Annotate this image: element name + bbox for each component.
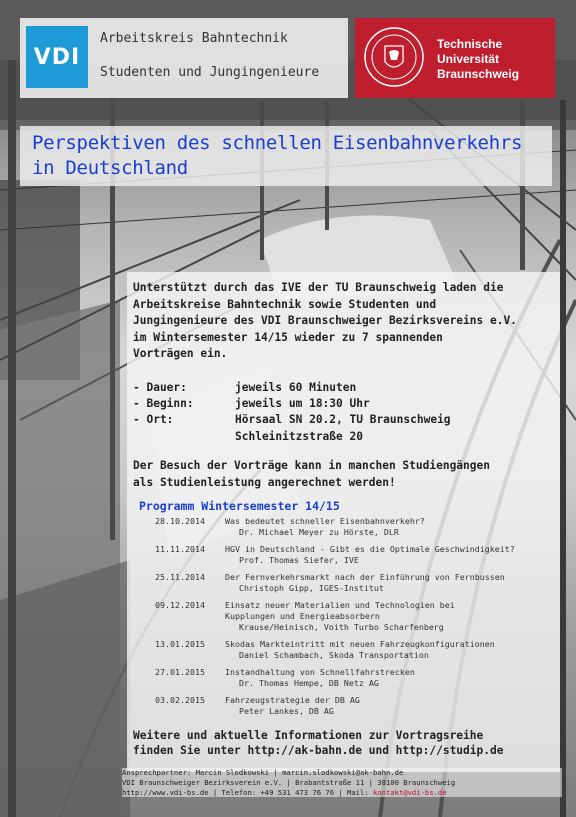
program-date: 11.11.2014 bbox=[155, 544, 205, 554]
detail-value: Hörsaal SN 20.2, TU Braunschweig bbox=[235, 413, 451, 427]
title-line1: Perspektiven des schnellen Eisenbahnverkehrs bbox=[32, 132, 523, 154]
tu-name-line2: Universität bbox=[437, 52, 500, 66]
tu-seal-icon bbox=[363, 26, 425, 88]
contact-person: Ansprechpartner: Marcin Slodkowski | marcin.slodkowski@ak-bahn.de bbox=[122, 768, 404, 777]
program-topic: HGV in Deutschland - Gibt es die Optimale Geschwindigkeit? bbox=[225, 544, 515, 554]
program-date: 28.10.2014 bbox=[155, 516, 205, 526]
page-title bbox=[32, 131, 522, 181]
program-speaker: Peter Lankes, DB AG bbox=[239, 706, 334, 716]
program-topic-continued: Kupplungen und Energieabsorbern bbox=[225, 611, 380, 621]
title-banner bbox=[20, 126, 552, 186]
program-topic: Instandhaltung von Schnellfahrstrecken bbox=[225, 667, 415, 677]
program-topic: Skodas Markteintritt mit neuen Fahrzeugkonfigurationen bbox=[225, 639, 495, 649]
arbeitskreis-name: Arbeitskreis Bahntechnik bbox=[100, 31, 288, 46]
contact-block bbox=[122, 768, 562, 797]
intro-paragraph: Unterstützt durch das IVE der TU Braunschweig laden die Arbeitskreise Bahntechnik sowie Studenten und Jungingenieure des VDI Braunschweiger Bezirksvereins e.V. im Wintersemester 14/15 wieder zu 7 spannenden Vorträgen ein. bbox=[133, 281, 517, 360]
more-info-text: Weitere und aktuelle Informationen zur Vortragsreihe finden Sie unter http://ak-bahn.de und http://studip.de bbox=[133, 729, 504, 757]
detail-value: jeweils um 18:30 Uhr bbox=[235, 397, 370, 411]
detail-value: Schleinitzstraße 20 bbox=[235, 429, 363, 443]
program-topic: Einsatz neuer Materialien und Technologien bei bbox=[225, 600, 455, 610]
credit-notice: Der Besuch der Vorträge kann in manchen Studiengängen als Studienleistung angerechnet werden! bbox=[133, 459, 490, 489]
detail-label: - Beginn: bbox=[133, 397, 194, 411]
program-topic: Der Fernverkehrsmarkt nach der Einführung von Fernbussen bbox=[225, 572, 505, 582]
detail-value: jeweils 60 Minuten bbox=[235, 381, 357, 394]
program-speaker: Prof. Thomas Siefer, IVE bbox=[239, 555, 359, 565]
program-date: 09.12.2014 bbox=[155, 600, 205, 610]
vdi-header-block bbox=[20, 18, 348, 98]
title-line2: in Deutschland bbox=[32, 157, 188, 179]
tu-name bbox=[437, 37, 519, 82]
contact-web-phone bbox=[122, 788, 562, 798]
tu-braunschweig-header-block bbox=[355, 18, 555, 98]
program-date: 25.11.2014 bbox=[155, 572, 205, 582]
program-speaker: Krause/Heinisch, Voith Turbo Scharfenberg bbox=[239, 622, 444, 632]
program-date: 27.01.2015 bbox=[155, 667, 205, 677]
detail-label: - Ort: bbox=[133, 413, 174, 427]
program-speaker: Christoph Gipp, IGES-Institut bbox=[239, 583, 384, 593]
tu-name-line1: Technische bbox=[437, 37, 503, 51]
program-speaker: Dr. Thomas Hempe, DB Netz AG bbox=[239, 678, 379, 688]
program-speaker: Daniel Schambach, Skoda Transportation bbox=[239, 650, 429, 660]
program-heading: Programm Wintersemester 14/15 bbox=[139, 499, 340, 513]
content-panel bbox=[127, 272, 560, 772]
arbeitskreis-subtitle: Studenten und Jungingenieure bbox=[100, 65, 320, 80]
detail-label: - Dauer: bbox=[133, 381, 187, 394]
program-topic: Fahrzeugstrategie der DB AG bbox=[225, 695, 360, 705]
program-speaker: Dr. Michael Meyer zu Hörste, DLR bbox=[239, 527, 399, 537]
vdi-logo: VDI bbox=[26, 26, 88, 88]
program-date: 03.02.2015 bbox=[155, 695, 205, 705]
contact-email-link[interactable]: kontakt@vdi-bs.de bbox=[372, 787, 447, 797]
contact-web-phone-text: http://www.vdi-bs.de | Telefon: +49 531 473 76 76 | Mail: bbox=[122, 787, 373, 797]
program-date: 13.01.2015 bbox=[155, 639, 205, 649]
contact-address: VDI Braunschweiger Bezirksverein e.V. | Brabantstraße 11 | 38100 Braunschweig bbox=[122, 777, 456, 787]
tu-name-line3: Braunschweig bbox=[437, 67, 520, 81]
program-topic: Was bedeutet schneller Eisenbahnverkehr? bbox=[225, 516, 425, 526]
